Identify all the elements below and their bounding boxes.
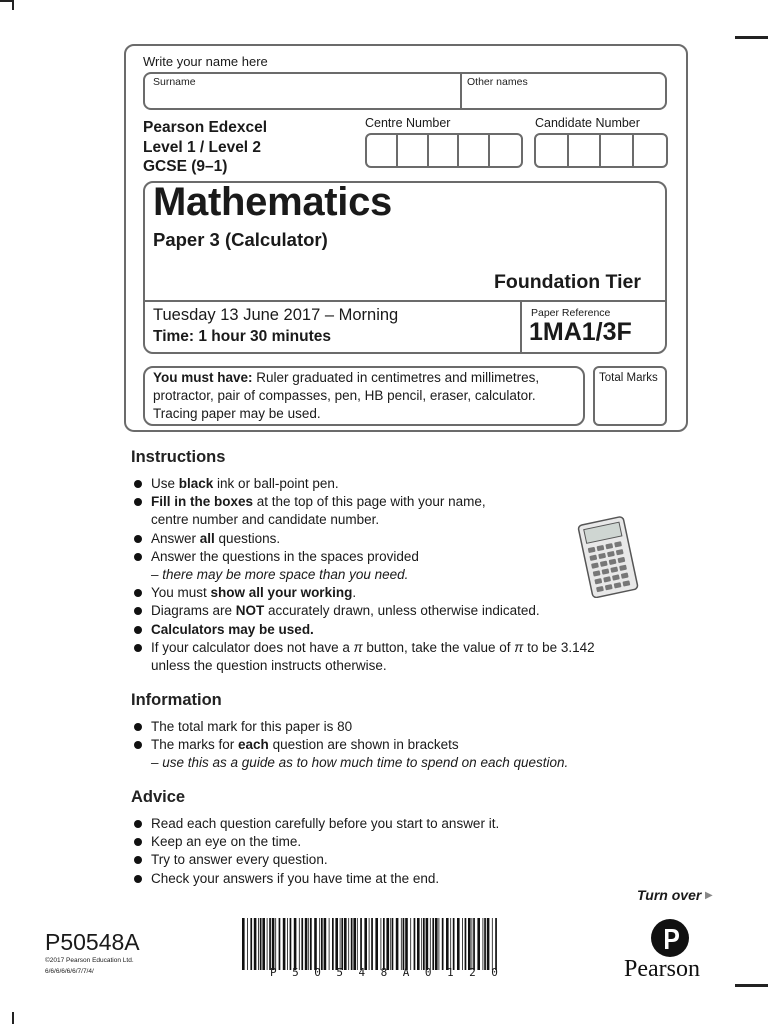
barcode-bar (301, 918, 303, 970)
barcode-char: A (402, 966, 410, 979)
board-line: GCSE (9–1) (143, 158, 228, 175)
barcode-bar (351, 918, 353, 970)
information-heading: Information (131, 691, 222, 709)
barcode-bar (492, 918, 493, 970)
bullet-icon (134, 644, 142, 652)
barcode-bar (426, 918, 429, 970)
barcode-bar (375, 918, 378, 970)
barcode-bar (381, 918, 382, 970)
barcode-char: 4 (358, 966, 366, 979)
candidate-digit-box[interactable] (536, 135, 569, 166)
bullet-icon (134, 741, 142, 749)
exam-duration: Time: 1 hour 30 minutes (153, 328, 332, 345)
barcode-bar (421, 918, 422, 970)
barcode-bar (290, 918, 292, 970)
crop-mark (0, 0, 12, 2)
barcode-bar (442, 918, 444, 970)
tier-label: Foundation Tier (494, 271, 641, 293)
pearson-logo-icon (650, 918, 690, 958)
barcode-bar (364, 918, 367, 970)
surname-label: Surname (153, 76, 196, 88)
barcode-bar (360, 918, 362, 970)
instructions-heading: Instructions (131, 448, 226, 466)
barcode-bar (477, 918, 480, 970)
print-code: 6/6/6/6/6/6/7/7/4/ (45, 968, 94, 975)
barcode-bar (250, 918, 252, 970)
barcode-char: 2 (469, 966, 476, 979)
centre-number-label: Centre Number (365, 116, 451, 130)
bullet-icon (134, 626, 142, 634)
exam-date: Tuesday 13 June 2017 – Morning (153, 306, 399, 324)
bullet-icon (134, 498, 142, 506)
centre-digit-box[interactable] (398, 135, 429, 166)
barcode-bar (341, 918, 343, 970)
total-marks-label: Total Marks (599, 372, 658, 384)
barcode-bar (310, 918, 312, 970)
barcode-bar (483, 918, 484, 970)
requirements-list: Ruler graduated in centimetres and millimetres, protractor, pair of compasses, pen, HB pencil, eraser, calculator. Tracing paper may be used. (153, 370, 540, 421)
barcode-bar (275, 918, 276, 970)
barcode-bar (403, 918, 405, 970)
barcode-bar (324, 918, 327, 970)
barcode-text (270, 966, 498, 979)
list-item: If your calculator does not have a π button, take the value of π to be 3.142 (132, 639, 632, 657)
barcode-bar (308, 918, 309, 970)
copyright: ©2017 Pearson Education Ltd. (45, 957, 134, 964)
bullet-icon (134, 535, 142, 543)
barcode-bar (386, 918, 389, 970)
barcode-bar (332, 918, 334, 970)
barcode-bar (473, 918, 475, 970)
turn-over-label: Turn over (637, 887, 702, 903)
bullet-icon (134, 875, 142, 883)
list-item: Answer all questions. (132, 530, 632, 548)
barcode-bar (446, 918, 449, 970)
bullet-icon (134, 838, 142, 846)
barcode-bar (392, 918, 394, 970)
barcode-bar (357, 918, 358, 970)
barcode-bar (314, 918, 317, 970)
crop-mark (735, 36, 768, 39)
list-item: Fill in the boxes at the top of this page with your name, (132, 493, 632, 511)
barcode-bar (287, 918, 288, 970)
barcode-bar (353, 918, 356, 970)
list-item-continuation: – there may be more space than you need. (151, 567, 409, 583)
paper-code: P50548A (45, 929, 140, 955)
barcode-bar (294, 918, 297, 970)
list-item: Check your answers if you have time at the end. (132, 870, 632, 888)
list-item-continuation: – use this as a guide as to how much time to spend on each question. (151, 755, 569, 771)
bullet-icon (134, 607, 142, 615)
list-item: Keep an eye on the time. (132, 833, 632, 851)
barcode-char: 0 (424, 966, 432, 979)
barcode-bar (450, 918, 451, 970)
list-item: Answer the questions in the spaces provided (132, 548, 632, 566)
reference-divider (520, 300, 522, 353)
list-item: Use black ink or ball-point pen. (132, 475, 632, 493)
candidate-number-label: Candidate Number (535, 116, 640, 130)
barcode-char: P (270, 966, 277, 979)
centre-digit-box[interactable] (367, 135, 398, 166)
barcode-bar (242, 918, 245, 970)
barcode-bar (340, 918, 341, 970)
requirements-text (153, 369, 578, 423)
barcode-bar (417, 918, 420, 970)
centre-digit-box[interactable] (490, 135, 521, 166)
barcode-bar (267, 918, 268, 970)
barcode-bar (439, 918, 440, 970)
brand-name: Pearson (624, 956, 700, 982)
barcode-bar (405, 918, 408, 970)
list-item: The total mark for this paper is 80 (132, 718, 632, 736)
barcode-char: 5 (336, 966, 343, 979)
barcode-bar (260, 918, 262, 970)
advice-heading: Advice (131, 788, 186, 806)
candidate-digit-box[interactable] (569, 135, 602, 166)
candidate-digit-box[interactable] (634, 135, 667, 166)
list-item: The marks for each question are shown in brackets (132, 736, 632, 754)
list-item: Calculators may be used. (132, 621, 632, 639)
barcode-bar (495, 918, 497, 970)
centre-digit-box[interactable] (429, 135, 460, 166)
calculator-icon (577, 516, 641, 598)
barcode-bar (279, 918, 281, 970)
list-item: Read each question carefully before you start to answer it. (132, 815, 632, 833)
barcode-char: 0 (314, 966, 321, 979)
barcode-bar (329, 918, 330, 970)
barcode-bar (410, 918, 411, 970)
subject-divider (143, 300, 667, 302)
barcode-char: 8 (380, 966, 388, 979)
paper-reference-label: Paper Reference (531, 307, 611, 319)
barcode-bar (453, 918, 455, 970)
bullet-icon (134, 820, 142, 828)
subject-title: Mathematics (153, 180, 393, 224)
information-list (132, 718, 632, 773)
exam-board (143, 118, 267, 177)
barcode (242, 918, 498, 970)
triangle-right-icon: ▶ (705, 890, 713, 901)
barcode-bar (484, 918, 486, 970)
board-line: Level 1 / Level 2 (143, 138, 262, 156)
barcode-char: 0 (491, 966, 498, 979)
barcode-bar (299, 918, 300, 970)
list-item: Try to answer every question. (132, 851, 632, 869)
candidate-number-boxes (534, 133, 668, 168)
requirements-label: You must have: (153, 370, 253, 385)
bullet-icon (134, 553, 142, 561)
list-item-continuation: centre number and candidate number. (151, 512, 380, 528)
barcode-bar (262, 918, 265, 970)
barcode-bar (344, 918, 347, 970)
barcode-bar (258, 918, 259, 970)
barcode-bar (269, 918, 271, 970)
barcode-bar (465, 918, 467, 970)
board-line: Pearson Edexcel (143, 119, 268, 136)
barcode-bar (472, 918, 473, 970)
barcode-bar (430, 918, 431, 970)
paper-title: Paper 3 (Calculator) (153, 229, 328, 250)
barcode-char: 5 (292, 966, 299, 979)
barcode-bar (487, 918, 490, 970)
barcode-bar (414, 918, 416, 970)
barcode-bar (390, 918, 391, 970)
advice-list (132, 815, 632, 888)
barcode-bar (423, 918, 425, 970)
bullet-icon (134, 856, 142, 864)
other-names-label: Other names (467, 76, 528, 88)
crop-mark (735, 984, 768, 987)
crop-mark (12, 1012, 14, 1024)
barcode-bar (468, 918, 471, 970)
barcode-bar (369, 918, 370, 970)
bullet-icon (134, 480, 142, 488)
barcode-bar (432, 918, 434, 970)
barcode-bar (254, 918, 257, 970)
barcode-bar (462, 918, 463, 970)
candidate-digit-box[interactable] (601, 135, 634, 166)
instructions-list (132, 475, 632, 675)
barcode-bar (321, 918, 323, 970)
centre-number-boxes (365, 133, 523, 168)
bullet-icon (134, 589, 142, 597)
write-name-label: Write your name here (143, 54, 268, 69)
centre-digit-box[interactable] (459, 135, 490, 166)
barcode-bar (335, 918, 338, 970)
name-field[interactable] (143, 72, 667, 110)
barcode-bar (305, 918, 308, 970)
barcode-bar (319, 918, 320, 970)
list-item-continuation: unless the question instructs otherwise. (151, 658, 387, 674)
barcode-bar (457, 918, 460, 970)
bullet-icon (134, 723, 142, 731)
barcode-char: 1 (447, 966, 454, 979)
barcode-bar (283, 918, 286, 970)
list-item: Diagrams are NOT accurately drawn, unless otherwise indicated. (132, 602, 632, 620)
barcode-bar (371, 918, 373, 970)
barcode-bar (396, 918, 399, 970)
barcode-bar (348, 918, 349, 970)
barcode-bar (383, 918, 385, 970)
barcode-bar (401, 918, 402, 970)
name-field-divider (460, 72, 462, 110)
barcode-bar (247, 918, 248, 970)
list-item: You must show all your working. (132, 584, 632, 602)
crop-mark (12, 0, 14, 10)
paper-reference-code: 1MA1/3F (529, 318, 632, 346)
barcode-bar (272, 918, 275, 970)
barcode-bar (435, 918, 438, 970)
